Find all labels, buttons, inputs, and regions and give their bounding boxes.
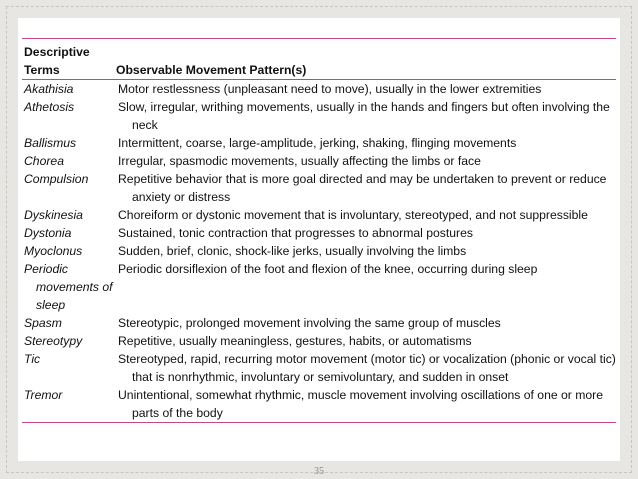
- table-row: [22, 152, 616, 170]
- pattern-text: Repetitive behavior that is more goal directed and may be undertaken to prevent or reduce anxiety or distress: [118, 172, 607, 204]
- pattern-cell: [116, 224, 616, 242]
- table-row: [22, 80, 616, 99]
- table-row: [22, 386, 616, 423]
- pattern-cell: [116, 314, 616, 332]
- term-cell: [22, 206, 116, 224]
- term-cell: [22, 314, 116, 332]
- pattern-cell: [116, 242, 616, 260]
- movement-terms-table: [22, 38, 616, 423]
- term-text: Compulsion: [24, 172, 89, 186]
- pattern-text: Sustained, tonic contraction that progresses to abnormal postures: [118, 226, 473, 240]
- term-cell: [22, 332, 116, 350]
- pattern-text: Periodic dorsiflexion of the foot and flexion of the knee, occurring during sleep: [118, 262, 538, 276]
- term-text: Chorea: [24, 154, 64, 168]
- table-row: [22, 98, 616, 134]
- pattern-text: Sudden, brief, clonic, shock-like jerks, usually involving the limbs: [118, 244, 467, 258]
- pattern-text: Slow, irregular, writhing movements, usually in the hands and fingers but often involving the neck: [118, 100, 610, 132]
- term-cell: [22, 260, 116, 314]
- term-text: Stereotypy: [24, 334, 83, 348]
- table-row: [22, 242, 616, 260]
- term-cell: [22, 134, 116, 152]
- table-body: [22, 80, 616, 423]
- term-text: Periodic movements of sleep: [24, 262, 113, 312]
- pattern-text: Choreiform or dystonic movement that is involuntary, stereotyped, and not suppressible: [118, 208, 588, 222]
- pattern-text: Repetitive, usually meaningless, gestures, habits, or automatisms: [118, 334, 472, 348]
- term-text: Tic: [24, 352, 41, 366]
- term-cell: [22, 242, 116, 260]
- table-row: [22, 350, 616, 386]
- table-container: [22, 38, 616, 423]
- term-text: Tremor: [24, 388, 63, 402]
- pattern-text: Stereotyped, rapid, recurring motor movement (motor tic) or vocalization (phonic or vocal tic) that is nonrhythmic, involuntary or semivoluntary, and sudden in onset: [118, 352, 616, 384]
- header-terms-line1: Descriptive: [24, 45, 90, 59]
- pattern-cell: [116, 152, 616, 170]
- pattern-cell: [116, 170, 616, 206]
- term-text: Ballismus: [24, 136, 77, 150]
- term-cell: [22, 170, 116, 206]
- term-text: Dyskinesia: [24, 208, 83, 222]
- header-terms-line2: Terms: [24, 63, 60, 77]
- pattern-cell: [116, 386, 616, 423]
- pattern-text: Irregular, spasmodic movements, usually affecting the limbs or face: [118, 154, 481, 168]
- term-text: Myoclonus: [24, 244, 83, 258]
- pattern-text: Unintentional, somewhat rhythmic, muscle movement involving oscillations of one or more parts of the body: [118, 388, 604, 420]
- header-pattern: Observable Movement Pattern(s): [116, 39, 616, 80]
- content-panel: [18, 18, 620, 477]
- table-row: [22, 314, 616, 332]
- pattern-cell: [116, 260, 616, 314]
- pattern-cell: [116, 332, 616, 350]
- term-cell: [22, 224, 116, 242]
- table-row: [22, 332, 616, 350]
- table-row: [22, 260, 616, 314]
- term-text: Akathisia: [24, 82, 74, 96]
- table-row: [22, 206, 616, 224]
- term-cell: [22, 98, 116, 134]
- pattern-cell: [116, 350, 616, 386]
- pattern-text: Motor restlessness (unpleasant need to move), usually in the lower extremities: [118, 82, 542, 96]
- pattern-text: Stereotypic, prolonged movement involving the same group of muscles: [118, 316, 501, 330]
- page-number: 35: [314, 466, 324, 477]
- pattern-cell: [116, 134, 616, 152]
- term-cell: [22, 80, 116, 99]
- term-cell: [22, 386, 116, 423]
- term-cell: [22, 350, 116, 386]
- table-row: [22, 224, 616, 242]
- term-cell: [22, 152, 116, 170]
- header-terms: [22, 39, 116, 80]
- table-row: [22, 134, 616, 152]
- table-row: [22, 170, 616, 206]
- table-header-row: [22, 39, 616, 80]
- pattern-text: Intermittent, coarse, large-amplitude, jerking, shaking, flinging movements: [118, 136, 517, 150]
- pattern-cell: [116, 80, 616, 99]
- pattern-cell: [116, 98, 616, 134]
- pattern-cell: [116, 206, 616, 224]
- term-text: Athetosis: [24, 100, 75, 114]
- term-text: Dystonia: [24, 226, 72, 240]
- term-text: Spasm: [24, 316, 62, 330]
